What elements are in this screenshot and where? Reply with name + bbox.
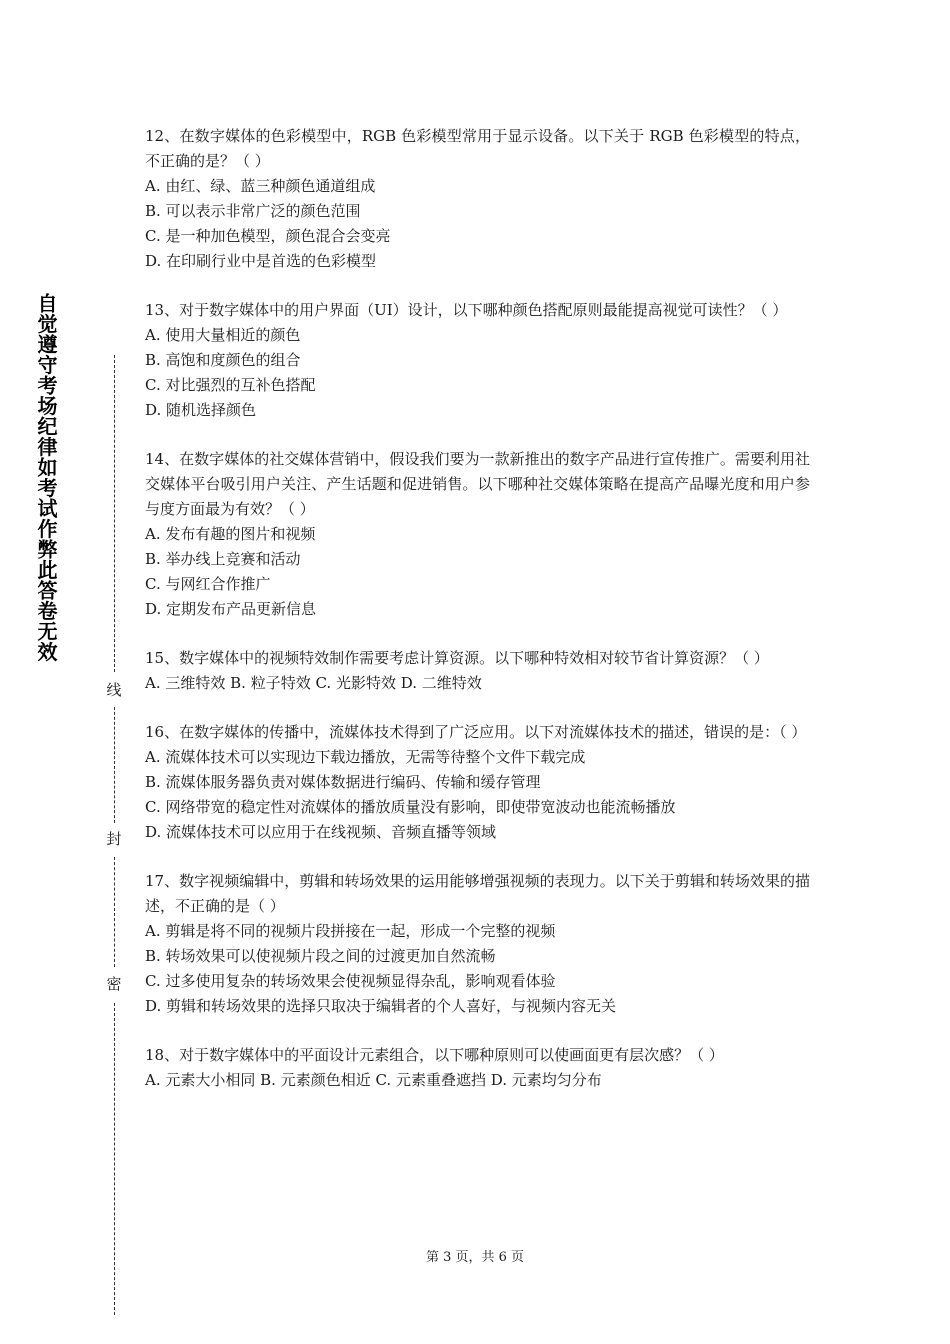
answer-option: C. 对比强烈的互补色搭配 bbox=[145, 376, 316, 394]
answer-option: A. 由红、绿、蓝三种颜色通道组成 bbox=[145, 177, 376, 195]
question-block bbox=[145, 124, 810, 274]
answer-option: A. 流媒体技术可以实现边下载边播放，无需等待整个文件下载完成 bbox=[145, 748, 586, 766]
seal-char-line: 线 bbox=[104, 683, 124, 698]
binding-line bbox=[114, 707, 115, 823]
page-number: 第 3 页，共 6 页 bbox=[425, 1250, 525, 1265]
seal-char-seal: 封 bbox=[104, 832, 124, 847]
question-stem: 18、对于数字媒体中的平面设计元素组合，以下哪种原则可以使画面更有层次感？（ ） bbox=[145, 1046, 724, 1064]
exam-discipline-warning: 自觉遵守考场纪律如考试作弊此答卷无效 bbox=[34, 293, 58, 662]
answer-option: A. 三维特效 B. 粒子特效 C. 光影特效 D. 二维特效 bbox=[145, 674, 482, 692]
answer-option: B. 可以表示非常广泛的颜色范围 bbox=[145, 202, 361, 220]
answer-option: C. 是一种加色模型，颜色混合会变亮 bbox=[145, 227, 391, 245]
answer-option: B. 流媒体服务器负责对媒体数据进行编码、传输和缓存管理 bbox=[145, 773, 541, 791]
binding-line bbox=[114, 857, 115, 967]
question-stem: 13、对于数字媒体中的用户界面（UI）设计，以下哪种颜色搭配原则最能提高视觉可读性？（ ） bbox=[145, 301, 788, 319]
question-block bbox=[145, 447, 810, 622]
answer-option: C. 过多使用复杂的转场效果会使视频显得杂乱，影响观看体验 bbox=[145, 972, 556, 990]
question-block bbox=[145, 720, 810, 845]
answer-option: C. 网络带宽的稳定性对流媒体的播放质量没有影响，即使带宽波动也能流畅播放 bbox=[145, 798, 676, 816]
answer-option: D. 在印刷行业中是首选的色彩模型 bbox=[145, 252, 377, 270]
answer-option: B. 举办线上竞赛和活动 bbox=[145, 550, 301, 568]
answer-option: D. 流媒体技术可以应用于在线视频、音频直播等领域 bbox=[145, 823, 497, 841]
question-block bbox=[145, 298, 810, 423]
question-block bbox=[145, 869, 810, 1019]
answer-option: A. 发布有趣的图片和视频 bbox=[145, 525, 316, 543]
question-block bbox=[145, 1043, 810, 1093]
answer-option: D. 随机选择颜色 bbox=[145, 401, 257, 419]
answer-option: D. 剪辑和转场效果的选择只取决于编辑者的个人喜好，与视频内容无关 bbox=[145, 997, 617, 1015]
question-stem: 16、在数字媒体的传播中，流媒体技术得到了广泛应用。以下对流媒体技术的描述，错误的是：（ ） bbox=[145, 723, 807, 741]
question-stem: 14、在数字媒体的社交媒体营销中，假设我们要为一款新推出的数字产品进行宣传推广。需要利用社交媒体平台吸引用户关注、产生话题和促进销售。以下哪种社交媒体策略在提高产品曝光度和用户参与度方面最为有效？（ ） bbox=[145, 450, 810, 518]
answer-option: B. 高饱和度颜色的组合 bbox=[145, 351, 301, 369]
seal-char-secret: 密 bbox=[104, 977, 124, 992]
question-list bbox=[145, 124, 810, 1117]
binding-line bbox=[114, 1003, 115, 1315]
answer-option: B. 转场效果可以使视频片段之间的过渡更加自然流畅 bbox=[145, 947, 496, 965]
answer-option: A. 元素大小相同 B. 元素颜色相近 C. 元素重叠遮挡 D. 元素均匀分布 bbox=[145, 1071, 602, 1089]
question-block bbox=[145, 646, 810, 696]
answer-option: C. 与网红合作推广 bbox=[145, 575, 271, 593]
binding-line bbox=[114, 355, 115, 672]
answer-option: A. 剪辑是将不同的视频片段拼接在一起，形成一个完整的视频 bbox=[145, 922, 556, 940]
question-stem: 15、数字媒体中的视频特效制作需要考虑计算资源。以下哪种特效相对较节省计算资源？（ ） bbox=[145, 649, 769, 667]
answer-option: A. 使用大量相近的颜色 bbox=[145, 326, 301, 344]
question-stem: 17、数字视频编辑中，剪辑和转场效果的运用能够增强视频的表现力。以下关于剪辑和转场效果的描述，不正确的是（ ） bbox=[145, 872, 810, 915]
question-stem: 12、在数字媒体的色彩模型中，RGB 色彩模型常用于显示设备。以下关于 RGB 色彩模型的特点，不正确的是？（ ） bbox=[145, 127, 810, 170]
answer-option: D. 定期发布产品更新信息 bbox=[145, 600, 317, 618]
